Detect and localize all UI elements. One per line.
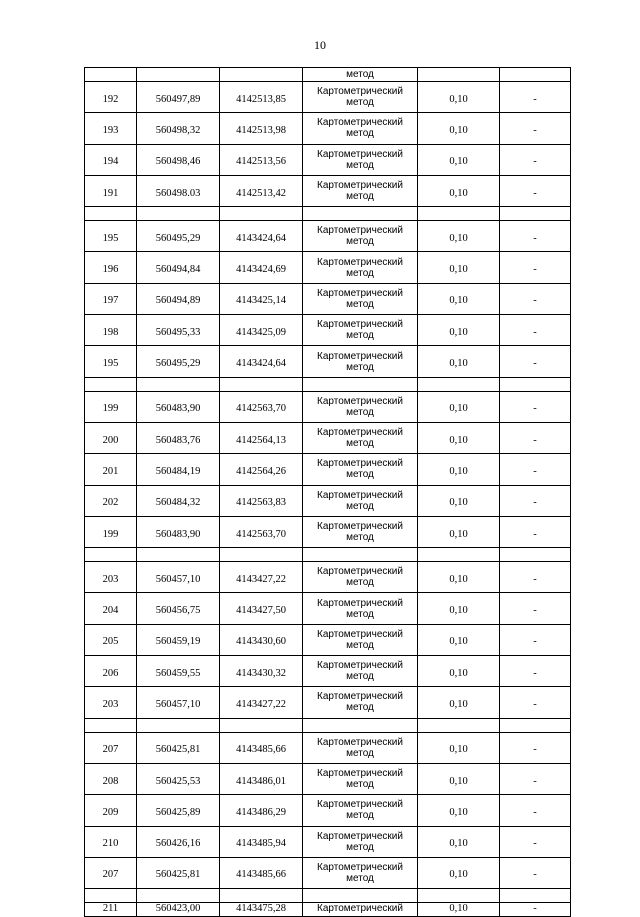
accuracy-cell: 0,10	[418, 516, 500, 547]
method-cell: Картометрический метод	[303, 221, 418, 252]
note-cell: -	[500, 175, 571, 206]
x-coordinate-cell: 560425,89	[137, 795, 220, 826]
accuracy-cell: 0,10	[418, 82, 500, 113]
x-coordinate-cell: 560483,90	[137, 516, 220, 547]
method-cell: Картометрический метод	[303, 624, 418, 655]
empty-cell	[85, 548, 137, 562]
accuracy-cell: 0,10	[418, 315, 500, 346]
table-row	[85, 252, 571, 283]
accuracy-cell: 0,10	[418, 763, 500, 794]
note-cell: -	[500, 221, 571, 252]
empty-cell	[303, 377, 418, 391]
x-coordinate-cell: 560459,19	[137, 624, 220, 655]
x-coordinate-cell: 560494,84	[137, 252, 220, 283]
accuracy-cell: 0,10	[418, 221, 500, 252]
coordinates-table	[84, 67, 571, 917]
empty-cell	[137, 548, 220, 562]
point-number-cell: 193	[85, 113, 137, 144]
empty-cell	[220, 889, 303, 903]
accuracy-cell: 0,10	[418, 732, 500, 763]
note-cell: -	[500, 516, 571, 547]
y-coordinate-cell: 4143425,09	[220, 315, 303, 346]
y-coordinate-cell: 4142513,85	[220, 82, 303, 113]
empty-cell	[500, 377, 571, 391]
x-coordinate-cell: 560423,00	[137, 903, 220, 917]
y-coordinate-cell: 4142564,26	[220, 454, 303, 485]
note-cell: -	[500, 82, 571, 113]
note-cell: -	[500, 562, 571, 593]
method-cell: Картометрический метод	[303, 687, 418, 718]
table-row-separator	[85, 889, 571, 903]
method-cell: Картометрический метод	[303, 315, 418, 346]
y-coordinate-cell: 4143485,66	[220, 732, 303, 763]
method-cell: Картометрический метод	[303, 346, 418, 377]
note-cell: -	[500, 391, 571, 422]
y-coordinate-cell: 4143427,50	[220, 593, 303, 624]
note-cell: -	[500, 857, 571, 888]
method-cell: Картометрический метод	[303, 422, 418, 453]
empty-cell	[303, 718, 418, 732]
x-coordinate-cell: 560483,90	[137, 391, 220, 422]
method-cell: Картометрический метод	[303, 732, 418, 763]
x-coordinate-cell: 560456,75	[137, 593, 220, 624]
y-coordinate-cell: 4142563,70	[220, 391, 303, 422]
table-row	[85, 562, 571, 593]
table-row-separator	[85, 718, 571, 732]
x-coordinate-cell: 560497,89	[137, 82, 220, 113]
empty-cell	[85, 718, 137, 732]
method-cell: Картометрический метод	[303, 82, 418, 113]
note-cell: -	[500, 624, 571, 655]
empty-cell	[85, 889, 137, 903]
empty-cell	[137, 718, 220, 732]
accuracy-cell: 0,10	[418, 857, 500, 888]
accuracy-cell: 0,10	[418, 252, 500, 283]
note-cell: -	[500, 454, 571, 485]
x-coordinate-cell: 560498.03	[137, 175, 220, 206]
method-cell: Картометрический метод	[303, 516, 418, 547]
empty-cell	[220, 207, 303, 221]
accuracy-cell: 0,10	[418, 593, 500, 624]
note-cell: -	[500, 346, 571, 377]
empty-cell	[500, 548, 571, 562]
point-number-cell: 199	[85, 516, 137, 547]
table-row	[85, 763, 571, 794]
x-coordinate-cell: 560498,46	[137, 144, 220, 175]
table-row	[85, 422, 571, 453]
note-cell: -	[500, 903, 571, 917]
method-cell: Картометрический метод	[303, 795, 418, 826]
note-cell: -	[500, 113, 571, 144]
empty-cell	[137, 207, 220, 221]
table-row	[85, 795, 571, 826]
table-row	[85, 593, 571, 624]
accuracy-cell: 0,10	[418, 795, 500, 826]
y-coordinate-cell: 4143485,94	[220, 826, 303, 857]
table-row	[85, 315, 571, 346]
x-coordinate-cell: 560457,10	[137, 562, 220, 593]
empty-cell	[85, 377, 137, 391]
method-cell: Картометрический метод	[303, 763, 418, 794]
x-coordinate-cell: 560494,89	[137, 283, 220, 314]
empty-cell	[303, 889, 418, 903]
note-cell: -	[500, 593, 571, 624]
x-coordinate-cell: 560457,10	[137, 687, 220, 718]
y-coordinate-cell: 4143486,01	[220, 763, 303, 794]
empty-cell	[500, 207, 571, 221]
point-number-cell: 202	[85, 485, 137, 516]
x-coordinate-cell: 560498,32	[137, 113, 220, 144]
y-coordinate-cell: 4143485,66	[220, 857, 303, 888]
empty-cell	[418, 718, 500, 732]
table-row-separator	[85, 377, 571, 391]
table-row	[85, 113, 571, 144]
accuracy-cell: 0,10	[418, 826, 500, 857]
point-number-cell: 200	[85, 422, 137, 453]
method-cell: Картометрический метод	[303, 175, 418, 206]
point-number-cell: 197	[85, 283, 137, 314]
empty-cell	[500, 718, 571, 732]
table-row	[85, 175, 571, 206]
table-row-separator	[85, 548, 571, 562]
empty-cell	[418, 377, 500, 391]
accuracy-cell: 0,10	[418, 687, 500, 718]
table-row	[85, 391, 571, 422]
accuracy-cell: 0,10	[418, 346, 500, 377]
accuracy-cell: 0,10	[418, 562, 500, 593]
note-cell: -	[500, 656, 571, 687]
table-row-continuation	[85, 68, 571, 82]
empty-cell	[418, 548, 500, 562]
empty-cell	[303, 207, 418, 221]
x-coordinate-cell: 560426,16	[137, 826, 220, 857]
method-cell: Картометрический метод	[303, 113, 418, 144]
method-cell: Картометрический метод	[303, 656, 418, 687]
y-coordinate-cell: 4142513,98	[220, 113, 303, 144]
note-cell: -	[500, 315, 571, 346]
point-number-cell: 206	[85, 656, 137, 687]
accuracy-cell: 0,10	[418, 903, 500, 917]
note-cell: -	[500, 795, 571, 826]
method-cell: Картометрический метод	[303, 283, 418, 314]
method-cell: Картометрический метод	[303, 252, 418, 283]
note-cell: -	[500, 826, 571, 857]
page-number: 10	[314, 38, 326, 52]
method-cell: Картометрический метод	[303, 144, 418, 175]
empty-cell	[137, 889, 220, 903]
note-cell: -	[500, 687, 571, 718]
empty-cell	[220, 548, 303, 562]
table-row	[85, 144, 571, 175]
y-coordinate-cell: 4142513,56	[220, 144, 303, 175]
point-number-cell: 203	[85, 562, 137, 593]
point-number-cell: 207	[85, 732, 137, 763]
table-row	[85, 687, 571, 718]
point-number-cell: 211	[85, 903, 137, 917]
x-coordinate-cell: 560425,81	[137, 857, 220, 888]
empty-cell	[418, 889, 500, 903]
y-coordinate-cell: 4143486,29	[220, 795, 303, 826]
table-row	[85, 516, 571, 547]
point-number-cell: 209	[85, 795, 137, 826]
method-cell: Картометрический метод	[303, 826, 418, 857]
empty-cell	[418, 207, 500, 221]
y-coordinate-cell: 4143427,22	[220, 562, 303, 593]
y-coordinate-cell: 4142563,83	[220, 485, 303, 516]
x-coordinate-cell: 560484,32	[137, 485, 220, 516]
accuracy-cell: 0,10	[418, 624, 500, 655]
y-coordinate-cell: 4143430,32	[220, 656, 303, 687]
y-coordinate-cell: 4143424,64	[220, 221, 303, 252]
point-number-cell: 194	[85, 144, 137, 175]
note-cell: -	[500, 732, 571, 763]
point-number-cell: 210	[85, 826, 137, 857]
table-row	[85, 485, 571, 516]
table-row	[85, 732, 571, 763]
empty-cell	[85, 207, 137, 221]
point-number-cell: 203	[85, 687, 137, 718]
y-coordinate-cell: 4142563,70	[220, 516, 303, 547]
table-row	[85, 656, 571, 687]
method-cell: Картометрический	[303, 903, 418, 917]
table-row	[85, 826, 571, 857]
point-number-cell: 201	[85, 454, 137, 485]
x-coordinate-cell: 560425,53	[137, 763, 220, 794]
accuracy-cell: 0,10	[418, 175, 500, 206]
table-row-separator	[85, 207, 571, 221]
point-number-cell: 195	[85, 221, 137, 252]
method-cell: Картометрический метод	[303, 593, 418, 624]
y-coordinate-cell: 4143425,14	[220, 283, 303, 314]
x-coordinate-cell: 560484,19	[137, 454, 220, 485]
accuracy-cell: 0,10	[418, 144, 500, 175]
x-coordinate-cell: 560483,76	[137, 422, 220, 453]
accuracy-cell: 0,10	[418, 485, 500, 516]
point-number-cell: 205	[85, 624, 137, 655]
point-number-cell: 208	[85, 763, 137, 794]
empty-cell	[220, 718, 303, 732]
x-coordinate-cell: 560495,29	[137, 221, 220, 252]
method-cell: Картометрический метод	[303, 857, 418, 888]
y-coordinate-cell: 4142513,42	[220, 175, 303, 206]
accuracy-cell: 0,10	[418, 113, 500, 144]
x-coordinate-cell: 560495,29	[137, 346, 220, 377]
y-coordinate-cell: 4143424,64	[220, 346, 303, 377]
accuracy-cell: 0,10	[418, 656, 500, 687]
accuracy-cell: 0,10	[418, 422, 500, 453]
point-number-cell: 192	[85, 82, 137, 113]
table-row	[85, 454, 571, 485]
table-row	[85, 221, 571, 252]
point-number-cell: 204	[85, 593, 137, 624]
method-cell: Картометрический метод	[303, 454, 418, 485]
point-number-cell: 196	[85, 252, 137, 283]
empty-cell	[303, 548, 418, 562]
point-number-cell: 195	[85, 346, 137, 377]
table-row	[85, 624, 571, 655]
note-cell: -	[500, 422, 571, 453]
y-coordinate-cell: 4142564,13	[220, 422, 303, 453]
table-row	[85, 283, 571, 314]
method-cell: метод	[303, 68, 418, 82]
empty-cell	[220, 377, 303, 391]
method-cell: Картометрический метод	[303, 485, 418, 516]
x-coordinate-cell: 560425,81	[137, 732, 220, 763]
point-number-cell: 199	[85, 391, 137, 422]
note-cell: -	[500, 144, 571, 175]
y-coordinate-cell: 4143475,28	[220, 903, 303, 917]
accuracy-cell: 0,10	[418, 391, 500, 422]
method-cell: Картометрический метод	[303, 562, 418, 593]
accuracy-cell: 0,10	[418, 283, 500, 314]
note-cell: -	[500, 485, 571, 516]
y-coordinate-cell: 4143424,69	[220, 252, 303, 283]
method-cell: Картометрический метод	[303, 391, 418, 422]
y-coordinate-cell: 4143430,60	[220, 624, 303, 655]
x-coordinate-cell: 560459,55	[137, 656, 220, 687]
note-cell: -	[500, 763, 571, 794]
point-number-cell: 198	[85, 315, 137, 346]
empty-cell	[137, 377, 220, 391]
table-row	[85, 82, 571, 113]
point-number-cell: 207	[85, 857, 137, 888]
point-number-cell: 191	[85, 175, 137, 206]
note-cell: -	[500, 283, 571, 314]
note-cell: -	[500, 252, 571, 283]
empty-cell	[500, 889, 571, 903]
x-coordinate-cell: 560495,33	[137, 315, 220, 346]
table-row	[85, 857, 571, 888]
y-coordinate-cell: 4143427,22	[220, 687, 303, 718]
accuracy-cell: 0,10	[418, 454, 500, 485]
table-row	[85, 346, 571, 377]
